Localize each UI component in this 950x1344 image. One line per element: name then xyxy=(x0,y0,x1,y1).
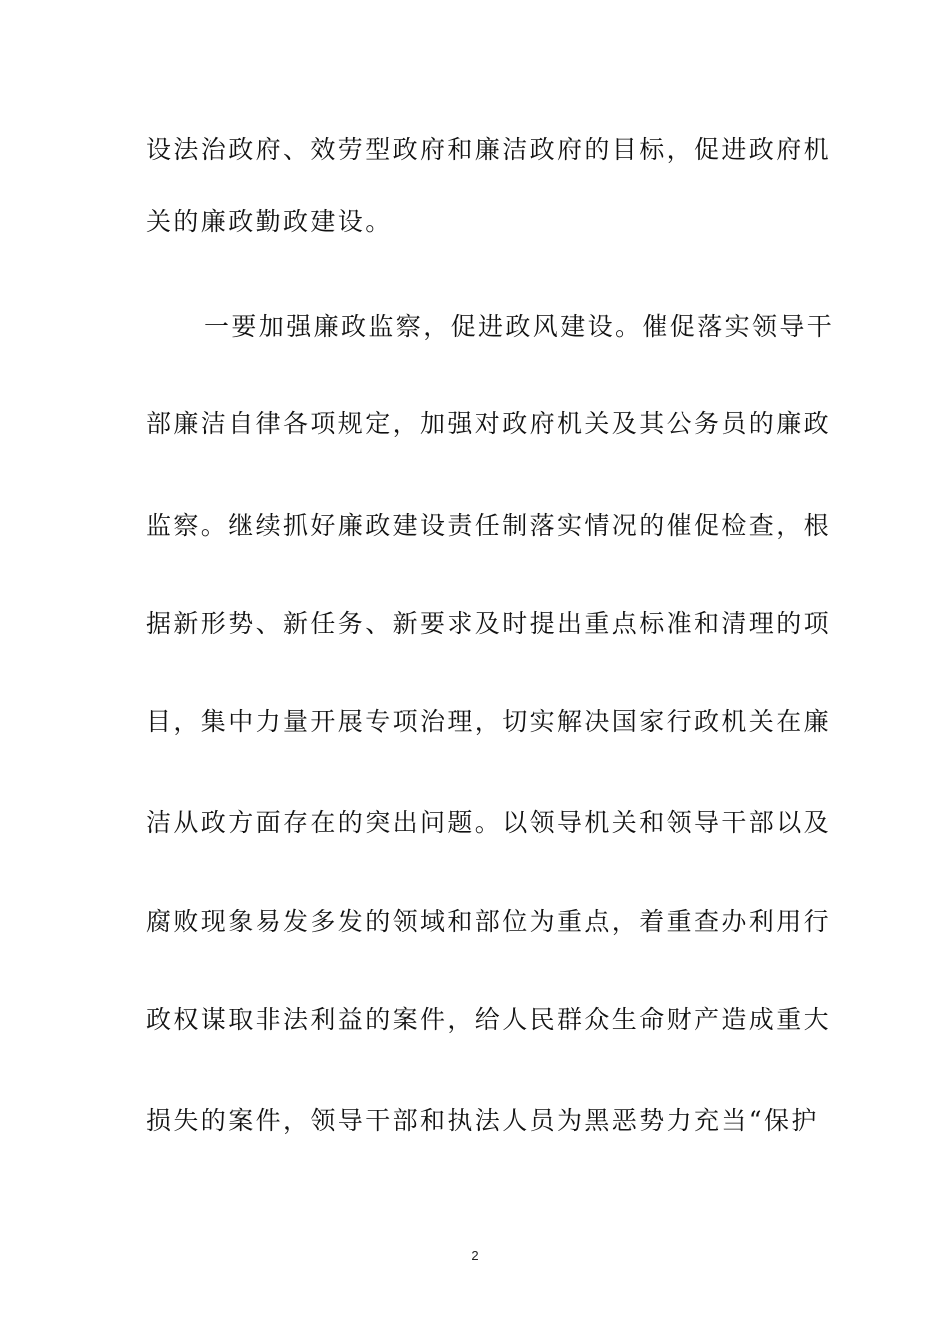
body-text-line: 关的廉政勤政建设。 xyxy=(146,207,393,236)
body-text-line: 洁从政方面存在的突出问题。以领导机关和领导干部以及 xyxy=(146,808,832,837)
paragraph-first-line: 一要加强廉政监察，促进政风建设。催促落实领导干 xyxy=(204,312,835,341)
body-text-line: 部廉洁自律各项规定，加强对政府机关及其公务员的廉政 xyxy=(146,409,832,438)
body-text-line: 监察。继续抓好廉政建设责任制落实情况的催促检查，根 xyxy=(146,511,832,540)
body-text-line: 设法治政府、效劳型政府和廉洁政府的目标，促进政府机 xyxy=(146,135,832,164)
body-text-line: 据新形势、新任务、新要求及时提出重点标准和清理的项 xyxy=(146,609,832,638)
body-text-line: 腐败现象易发多发的领域和部位为重点，着重查办利用行 xyxy=(146,907,832,936)
body-text-line: 损失的案件，领导干部和执法人员为黑恶势力充当“保护 xyxy=(146,1106,819,1135)
body-text-line: 目，集中力量开展专项治理，切实解决国家行政机关在廉 xyxy=(146,707,832,736)
body-text-line: 政权谋取非法利益的案件，给人民群众生命财产造成重大 xyxy=(146,1005,832,1034)
page-number: 2 xyxy=(471,1248,479,1263)
